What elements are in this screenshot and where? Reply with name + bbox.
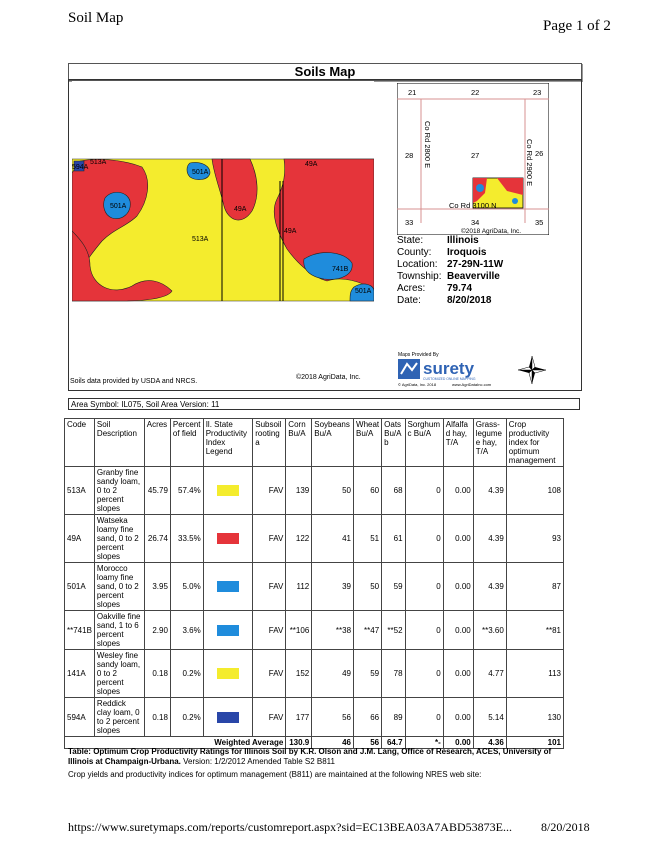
table-row (65, 698, 564, 737)
table-cell: **47 (354, 611, 382, 650)
column-header: Wheat Bu/A (354, 419, 382, 467)
column-header: Crop productivity index for optimum management (506, 419, 563, 467)
table-cell: 5.0% (170, 563, 203, 611)
map-label: 594A (72, 164, 89, 171)
legend-swatch (217, 533, 239, 544)
table-cell: 4.39 (473, 515, 506, 563)
info-value: 79.74 (447, 283, 473, 294)
table-cell: 0.2% (170, 698, 203, 737)
page-number: Page 1 of 2 (543, 18, 611, 34)
locator-map (397, 83, 549, 235)
inset-copyright: ©2018 AgriData, Inc. (461, 228, 522, 235)
table-cell: 50 (354, 563, 382, 611)
column-header: Soil Description (94, 419, 144, 467)
table-cell: 0 (405, 563, 443, 611)
table-cell: 56 (312, 698, 354, 737)
table-cell: 64.7 (382, 737, 405, 749)
table-cell: 0 (405, 698, 443, 737)
table-cell: 57.4% (170, 467, 203, 515)
table-cell: 87 (506, 563, 563, 611)
section-number: 34 (471, 218, 480, 227)
table-cell: 0.00 (443, 515, 473, 563)
table-cell: 26.74 (144, 515, 170, 563)
table-cell: FAV (253, 650, 286, 698)
table-cell: 51 (354, 515, 382, 563)
table-cell: **3.60 (473, 611, 506, 650)
table-cell: 49 (312, 650, 354, 698)
table-cell: 594A (65, 698, 95, 737)
column-header: Code (65, 419, 95, 467)
info-value: Iroquois (447, 247, 487, 258)
info-key: County: (397, 247, 432, 258)
table-cell: 39 (312, 563, 354, 611)
table-cell: **38 (312, 611, 354, 650)
table-cell: 177 (286, 698, 312, 737)
table-cell: 2.90 (144, 611, 170, 650)
report-url[interactable]: https://www.suretymaps.com/reports/customreport.aspx?sid=EC13BEA03A7ABD53873E... (68, 820, 512, 834)
table-cell: 513A (65, 467, 95, 515)
table-cell: 33.5% (170, 515, 203, 563)
column-header: Il. State Productivity Index Legend (203, 419, 253, 467)
table-cell: **106 (286, 611, 312, 650)
table-cell: Watseka loamy fine sand, 0 to 2 percent slopes (94, 515, 144, 563)
soils-map (72, 81, 374, 376)
table-cell: 4.39 (473, 467, 506, 515)
compass-rose-icon (518, 356, 546, 384)
source-citation: Table: Optimum Crop Productivity Ratings for Illinois Soil by K.R. Olson and J.M. Lang, Office of Research, ACES, University of Illinois at Champaign-Urbana. (68, 747, 552, 766)
svg-text:Maps Provided By: Maps Provided By (398, 352, 439, 358)
section-number: 27 (471, 151, 480, 160)
column-header: Percent of field (170, 419, 203, 467)
table-cell: 93 (506, 515, 563, 563)
legend-swatch (217, 668, 239, 679)
section-number: 22 (471, 88, 480, 97)
map-label: 501A (192, 169, 209, 176)
table-header-row (65, 419, 564, 467)
map-label: 49A (305, 161, 318, 168)
legend-swatch-cell (203, 650, 253, 698)
table-cell: 4.77 (473, 650, 506, 698)
data-credit: Soils data provided by USDA and NRCS. (70, 378, 198, 385)
road-label: Co Rd 2800 E (423, 121, 432, 169)
info-value: Illinois (447, 235, 479, 246)
section-number: 28 (405, 151, 414, 160)
legend-swatch-cell (203, 467, 253, 515)
svg-text:www.AgriDataInc.com: www.AgriDataInc.com (452, 382, 492, 387)
table-cell: Wesley fine sandy loam, 0 to 2 percent slopes (94, 650, 144, 698)
table-cell: 0.18 (144, 698, 170, 737)
section-number: 23 (533, 88, 542, 97)
soils-map-title: Soils Map (68, 63, 582, 81)
table-cell: 46 (312, 737, 354, 749)
section-number: 26 (535, 149, 544, 158)
legend-swatch (217, 625, 239, 636)
column-header: Grass-legume e hay, T/A (473, 419, 506, 467)
road-label: Co Rd 3100 N (449, 201, 497, 210)
svg-text:surety: surety (423, 359, 475, 378)
info-key: Location: (397, 259, 438, 270)
table-cell: 59 (382, 563, 405, 611)
table-cell: FAV (253, 515, 286, 563)
table-cell: 130.9 (286, 737, 312, 749)
table-cell: 0.00 (443, 737, 473, 749)
table-cell: FAV (253, 563, 286, 611)
column-header: Acres (144, 419, 170, 467)
map-label: 501A (355, 288, 372, 295)
table-cell: 108 (506, 467, 563, 515)
map-label: 513A (192, 236, 209, 243)
table-row (65, 515, 564, 563)
info-value: 27-29N-11W (447, 259, 504, 270)
table-cell: 66 (354, 698, 382, 737)
table-cell: 152 (286, 650, 312, 698)
table-cell: 68 (382, 467, 405, 515)
area-symbol-line: Area Symbol: IL075, Soil Area Version: 11 (68, 398, 580, 410)
info-value: Beaverville (447, 271, 500, 282)
legend-swatch-cell (203, 563, 253, 611)
info-key: Acres: (397, 283, 426, 294)
surety-logo (396, 350, 546, 390)
map-label: 49A (284, 228, 297, 235)
column-header: Oats Bu/A b (382, 419, 405, 467)
map-label: 49A (234, 206, 247, 213)
section-number: 33 (405, 218, 414, 227)
table-cell: FAV (253, 698, 286, 737)
legend-swatch (217, 485, 239, 496)
info-value: 8/20/2018 (447, 295, 492, 306)
table-row (65, 467, 564, 515)
legend-swatch (217, 581, 239, 592)
column-header: Sorghum c Bu/A (405, 419, 443, 467)
section-number: 21 (408, 88, 417, 97)
table-cell: 45.79 (144, 467, 170, 515)
soil-table (64, 418, 564, 749)
table-cell: 60 (354, 467, 382, 515)
table-row (65, 563, 564, 611)
table-cell: 139 (286, 467, 312, 515)
table-cell: *- (405, 737, 443, 749)
info-key: State: (397, 235, 424, 246)
column-header: Soybeans Bu/A (312, 419, 354, 467)
map-label: 501A (110, 203, 127, 210)
surety-logo-icon (398, 359, 420, 379)
table-cell: 59 (354, 650, 382, 698)
table-cell: 112 (286, 563, 312, 611)
table-row (65, 650, 564, 698)
map-copyright: ©2018 AgriData, Inc. (296, 374, 361, 381)
yield-note: Crop yields and productivity indices for optimum management (B811) are maintained at the following NRES web site: (68, 770, 482, 779)
table-cell: Reddick clay loam, 0 to 2 percent slopes (94, 698, 144, 737)
legend-swatch-cell (203, 515, 253, 563)
table-cell: 4.39 (473, 563, 506, 611)
legend-swatch-cell (203, 611, 253, 650)
print-date: 8/20/2018 (541, 820, 590, 834)
table-cell: 0.00 (443, 611, 473, 650)
table-cell: 0 (405, 467, 443, 515)
table-cell: Oakville fine sand, 1 to 6 percent slopes (94, 611, 144, 650)
table-cell: 101 (506, 737, 563, 749)
source-version: Version: 1/2/2012 Amended Table S2 B811 (183, 757, 335, 766)
page-header-title: Soil Map (68, 10, 124, 26)
table-source-note (68, 747, 558, 767)
table-cell: 41 (312, 515, 354, 563)
table-cell: 56 (354, 737, 382, 749)
table-cell: 3.95 (144, 563, 170, 611)
table-cell: 0.00 (443, 650, 473, 698)
svg-text:CUSTOMIZED ONLINE MAPPING: CUSTOMIZED ONLINE MAPPING (423, 377, 476, 381)
column-header: Subsoil rooting a (253, 419, 286, 467)
info-key: Township: (397, 271, 442, 282)
column-header: Corn Bu/A (286, 419, 312, 467)
table-cell: 0.00 (443, 698, 473, 737)
table-cell: **81 (506, 611, 563, 650)
table-cell: Morocco loamy fine sand, 0 to 2 percent slopes (94, 563, 144, 611)
map-label: 741B (332, 266, 349, 273)
table-cell: 0 (405, 611, 443, 650)
table-cell: 0.18 (144, 650, 170, 698)
svg-text:© AgriData, Inc. 2018: © AgriData, Inc. 2018 (398, 382, 437, 387)
table-cell: Granby fine sandy loam, 0 to 2 percent slopes (94, 467, 144, 515)
section-number: 35 (535, 218, 544, 227)
table-row (65, 611, 564, 650)
table-cell: 49A (65, 515, 95, 563)
table-cell: 0.00 (443, 563, 473, 611)
road-label: Co Rd 2900 E (525, 139, 534, 187)
table-cell: 122 (286, 515, 312, 563)
table-cell: 0 (405, 515, 443, 563)
table-cell: 0.2% (170, 650, 203, 698)
table-cell: 113 (506, 650, 563, 698)
table-cell: 0 (405, 650, 443, 698)
table-cell: 78 (382, 650, 405, 698)
legend-swatch (217, 712, 239, 723)
map-blank-area (72, 81, 374, 159)
table-cell: 3.6% (170, 611, 203, 650)
location-info (397, 235, 503, 307)
weighted-average-label: Weighted Average (65, 737, 286, 749)
table-cell: FAV (253, 467, 286, 515)
info-key: Date: (397, 295, 421, 306)
table-cell: 0.00 (443, 467, 473, 515)
map-label: 513A (90, 159, 107, 166)
column-header: Alfalfa d hay, T/A (443, 419, 473, 467)
legend-swatch-cell (203, 698, 253, 737)
table-cell: **52 (382, 611, 405, 650)
table-cell: 89 (382, 698, 405, 737)
table-cell: **741B (65, 611, 95, 650)
table-cell: 4.36 (473, 737, 506, 749)
table-cell: 61 (382, 515, 405, 563)
table-cell: 50 (312, 467, 354, 515)
table-cell: 130 (506, 698, 563, 737)
table-cell: 5.14 (473, 698, 506, 737)
table-cell: 141A (65, 650, 95, 698)
table-cell: FAV (253, 611, 286, 650)
table-cell: 501A (65, 563, 95, 611)
